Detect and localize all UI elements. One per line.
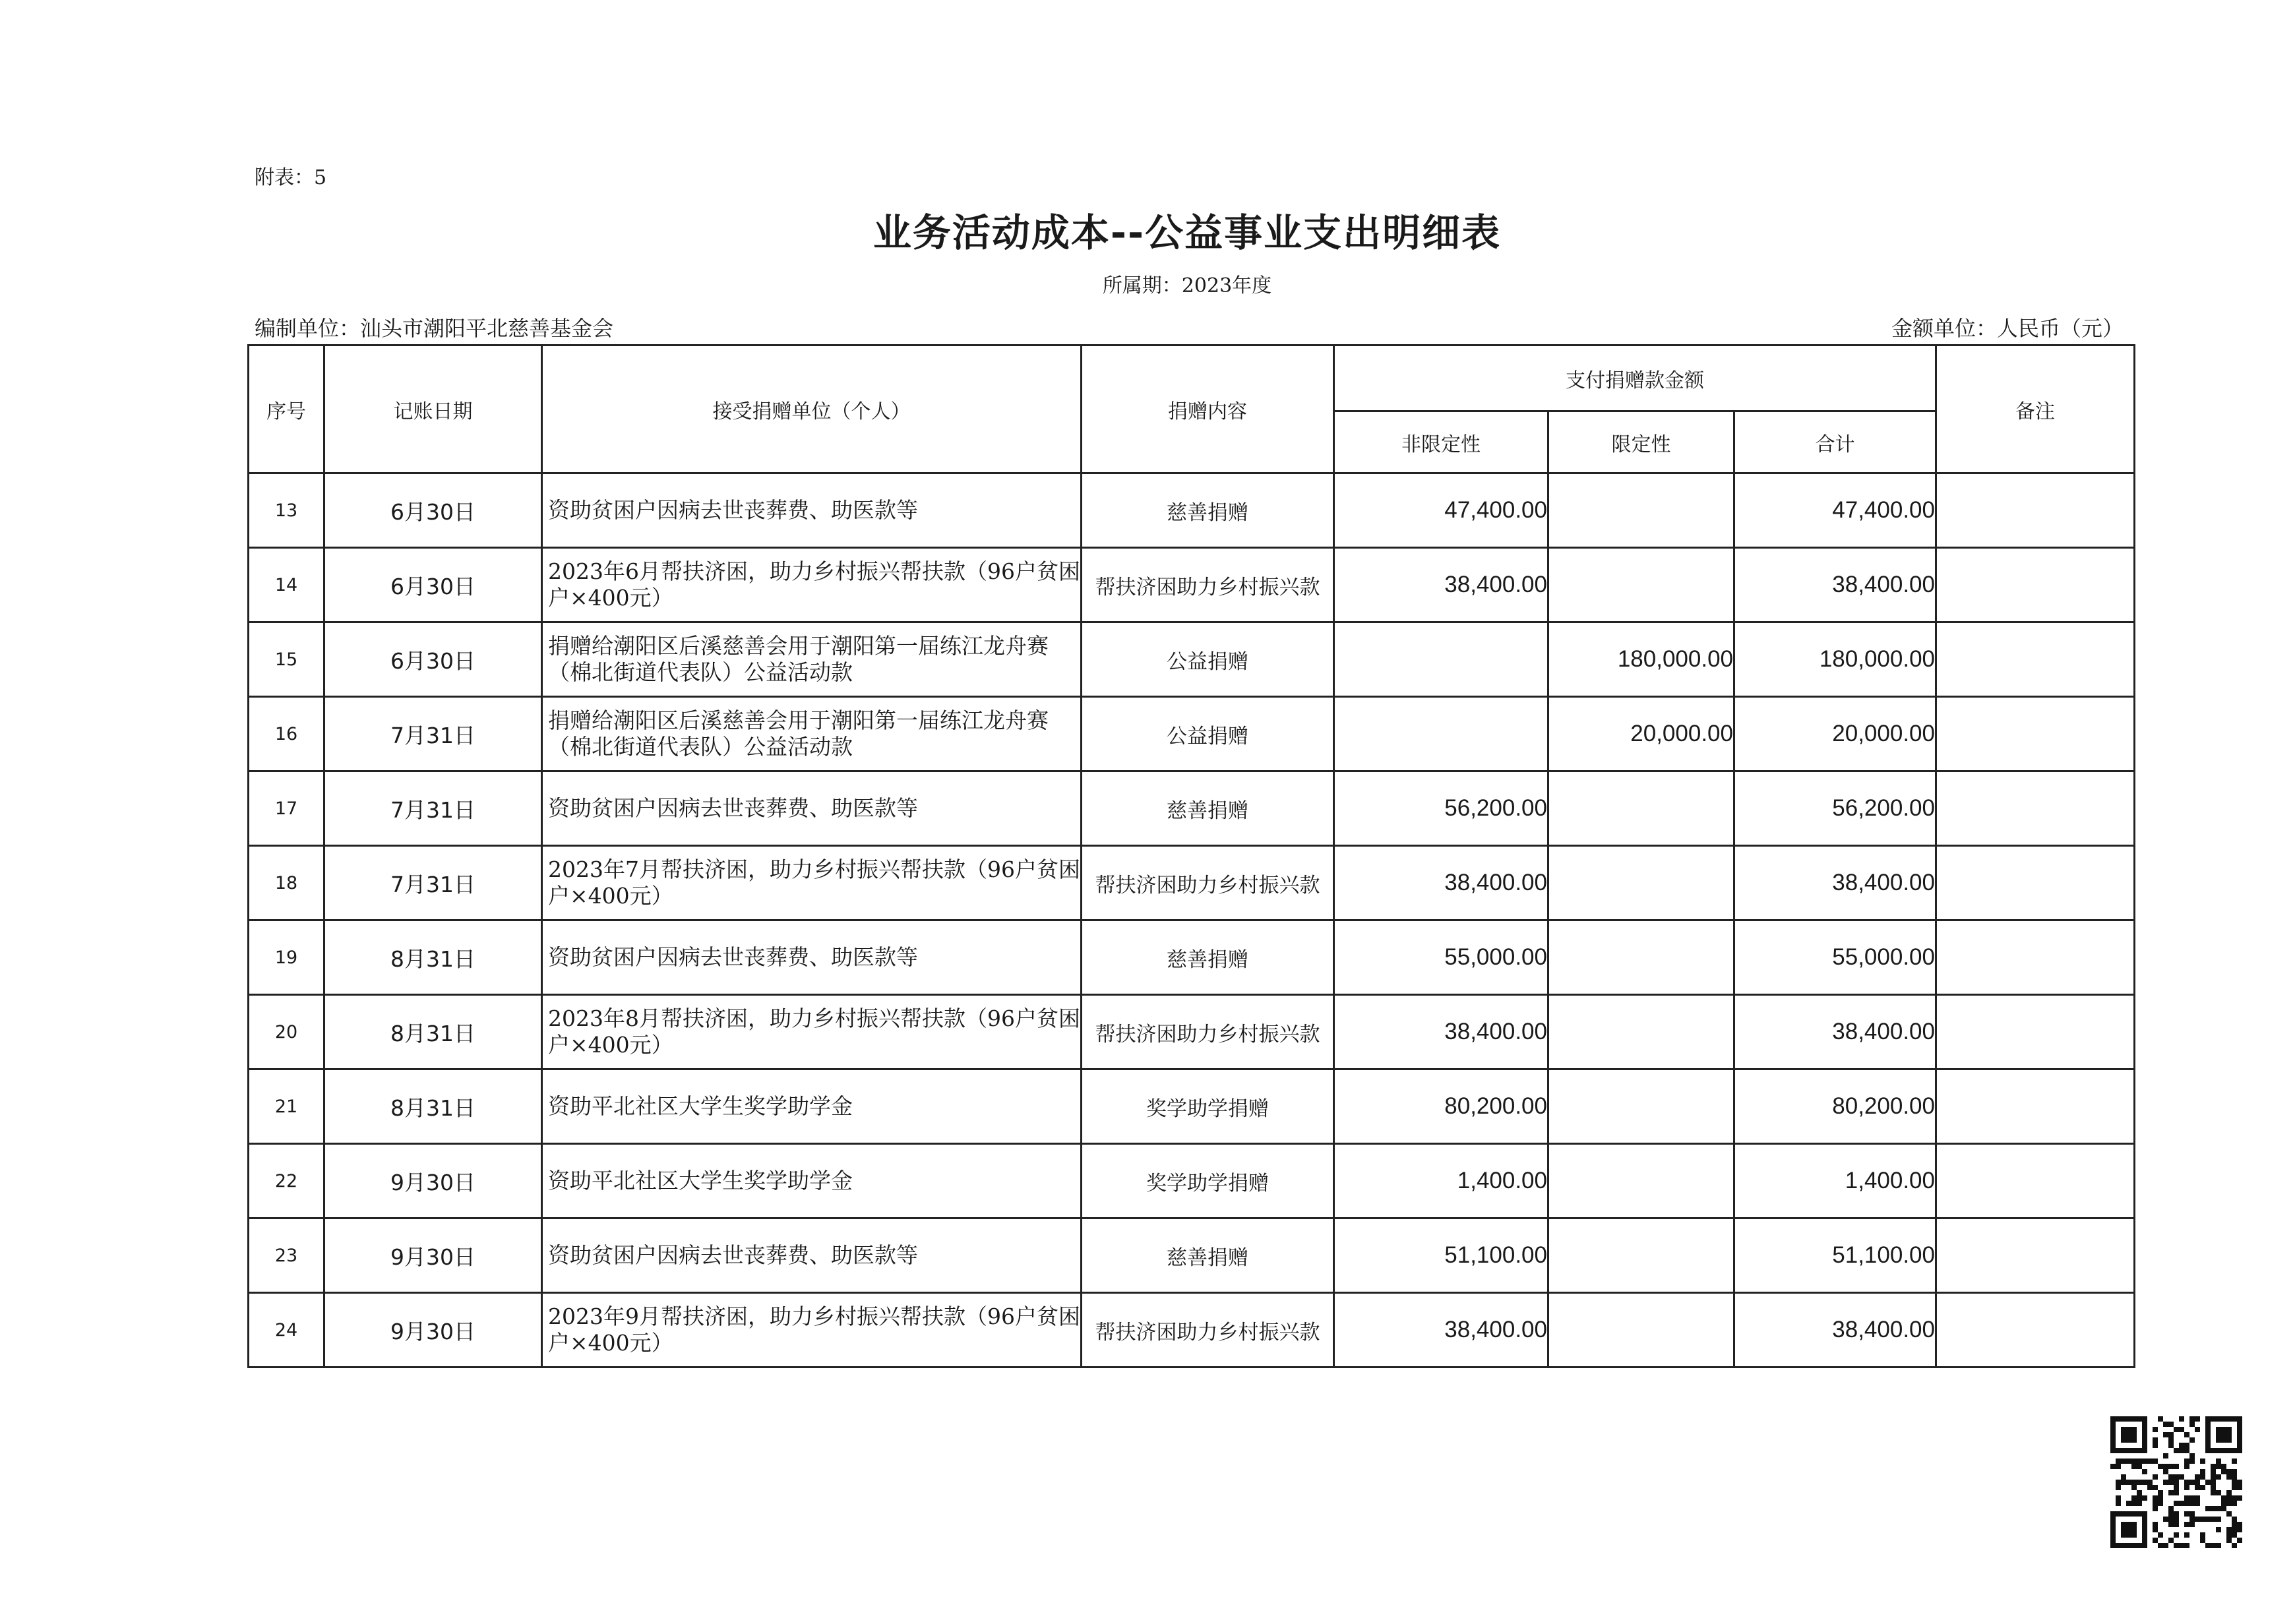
row-total-amount: 1,400.00 bbox=[1734, 1144, 1936, 1218]
row-recipient: 资助平北社区大学生奖学助学金 bbox=[542, 1069, 1082, 1144]
header-no: 序号 bbox=[249, 346, 324, 473]
row-date: 6月30日 bbox=[324, 548, 542, 622]
row-total-amount: 38,400.00 bbox=[1734, 846, 1936, 920]
row-date: 7月31日 bbox=[324, 846, 542, 920]
table-row bbox=[249, 771, 2135, 846]
row-unrestricted-amount bbox=[1334, 697, 1548, 771]
row-total-amount: 51,100.00 bbox=[1734, 1218, 1936, 1293]
row-recipient: 资助贫困户因病去世丧葬费、助医款等 bbox=[542, 1218, 1082, 1293]
row-content: 公益捐赠 bbox=[1082, 697, 1334, 771]
header-note: 备注 bbox=[1936, 346, 2135, 473]
table-row bbox=[249, 846, 2135, 920]
row-number: 20 bbox=[249, 995, 324, 1069]
row-content: 慈善捐赠 bbox=[1082, 920, 1334, 995]
row-date: 6月30日 bbox=[324, 622, 542, 697]
header-amount-group: 支付捐赠款金额 bbox=[1334, 346, 1936, 411]
row-note bbox=[1936, 697, 2135, 771]
row-content: 公益捐赠 bbox=[1082, 622, 1334, 697]
table-row bbox=[249, 1218, 2135, 1293]
row-note bbox=[1936, 1293, 2135, 1368]
row-unrestricted-amount: 38,400.00 bbox=[1334, 846, 1548, 920]
row-restricted-amount bbox=[1548, 1293, 1734, 1368]
row-date: 7月31日 bbox=[324, 697, 542, 771]
row-recipient: 2023年6月帮扶济困，助力乡村振兴帮扶款（96户贫困户×400元） bbox=[542, 548, 1082, 622]
row-recipient: 资助贫困户因病去世丧葬费、助医款等 bbox=[542, 920, 1082, 995]
table-row bbox=[249, 473, 2135, 548]
row-total-amount: 20,000.00 bbox=[1734, 697, 1936, 771]
row-note bbox=[1936, 1144, 2135, 1218]
row-number: 15 bbox=[249, 622, 324, 697]
row-content: 奖学助学捐赠 bbox=[1082, 1069, 1334, 1144]
row-unrestricted-amount: 38,400.00 bbox=[1334, 1293, 1548, 1368]
row-note bbox=[1936, 920, 2135, 995]
row-total-amount: 80,200.00 bbox=[1734, 1069, 1936, 1144]
row-unrestricted-amount: 80,200.00 bbox=[1334, 1069, 1548, 1144]
row-date: 8月31日 bbox=[324, 995, 542, 1069]
row-content: 帮扶济困助力乡村振兴款 bbox=[1082, 548, 1334, 622]
row-total-amount: 55,000.00 bbox=[1734, 920, 1936, 995]
table-row bbox=[249, 995, 2135, 1069]
row-unrestricted-amount: 55,000.00 bbox=[1334, 920, 1548, 995]
expense-detail-table bbox=[247, 344, 2135, 1368]
prepared-by-label: 编制单位：汕头市潮阳平北慈善基金会 bbox=[255, 316, 614, 341]
row-restricted-amount bbox=[1548, 1218, 1734, 1293]
row-content: 帮扶济困助力乡村振兴款 bbox=[1082, 846, 1334, 920]
row-restricted-amount bbox=[1548, 473, 1734, 548]
table-row bbox=[249, 697, 2135, 771]
row-date: 6月30日 bbox=[324, 473, 542, 548]
table-row bbox=[249, 920, 2135, 995]
row-number: 13 bbox=[249, 473, 324, 548]
row-note bbox=[1936, 771, 2135, 846]
row-content: 奖学助学捐赠 bbox=[1082, 1144, 1334, 1218]
row-recipient: 资助贫困户因病去世丧葬费、助医款等 bbox=[542, 473, 1082, 548]
row-recipient: 2023年8月帮扶济困，助力乡村振兴帮扶款（96户贫困户×400元） bbox=[542, 995, 1082, 1069]
row-total-amount: 180,000.00 bbox=[1734, 622, 1936, 697]
row-content: 慈善捐赠 bbox=[1082, 771, 1334, 846]
row-restricted-amount: 180,000.00 bbox=[1548, 622, 1734, 697]
row-note bbox=[1936, 622, 2135, 697]
row-number: 18 bbox=[249, 846, 324, 920]
row-recipient: 2023年9月帮扶济困，助力乡村振兴帮扶款（96户贫困户×400元） bbox=[542, 1293, 1082, 1368]
row-total-amount: 38,400.00 bbox=[1734, 548, 1936, 622]
row-content: 慈善捐赠 bbox=[1082, 473, 1334, 548]
row-restricted-amount bbox=[1548, 548, 1734, 622]
row-content: 帮扶济困助力乡村振兴款 bbox=[1082, 995, 1334, 1069]
row-total-amount: 47,400.00 bbox=[1734, 473, 1936, 548]
header-total: 合计 bbox=[1734, 411, 1936, 473]
row-number: 14 bbox=[249, 548, 324, 622]
row-recipient: 捐赠给潮阳区后溪慈善会用于潮阳第一届练江龙舟赛（棉北街道代表队）公益活动款 bbox=[542, 697, 1082, 771]
row-restricted-amount bbox=[1548, 920, 1734, 995]
header-recipient: 接受捐赠单位（个人） bbox=[542, 346, 1082, 473]
row-recipient: 资助平北社区大学生奖学助学金 bbox=[542, 1144, 1082, 1218]
row-restricted-amount bbox=[1548, 1069, 1734, 1144]
row-unrestricted-amount: 56,200.00 bbox=[1334, 771, 1548, 846]
header-restricted: 限定性 bbox=[1548, 411, 1734, 473]
row-number: 21 bbox=[249, 1069, 324, 1144]
row-restricted-amount bbox=[1548, 1144, 1734, 1218]
row-date: 8月31日 bbox=[324, 920, 542, 995]
table-row bbox=[249, 548, 2135, 622]
row-recipient: 捐赠给潮阳区后溪慈善会用于潮阳第一届练江龙舟赛（棉北街道代表队）公益活动款 bbox=[542, 622, 1082, 697]
row-unrestricted-amount: 38,400.00 bbox=[1334, 548, 1548, 622]
row-note bbox=[1936, 1069, 2135, 1144]
page-title: 业务活动成本--公益事业支出明细表 bbox=[872, 210, 1502, 255]
table-row bbox=[249, 1069, 2135, 1144]
row-recipient: 2023年7月帮扶济困，助力乡村振兴帮扶款（96户贫困户×400元） bbox=[542, 846, 1082, 920]
row-number: 16 bbox=[249, 697, 324, 771]
row-note bbox=[1936, 846, 2135, 920]
row-date: 7月31日 bbox=[324, 771, 542, 846]
row-note bbox=[1936, 1218, 2135, 1293]
header-content: 捐赠内容 bbox=[1082, 346, 1334, 473]
row-date: 9月30日 bbox=[324, 1218, 542, 1293]
table-body bbox=[249, 473, 2135, 1368]
row-unrestricted-amount: 47,400.00 bbox=[1334, 473, 1548, 548]
row-note bbox=[1936, 473, 2135, 548]
row-unrestricted-amount: 1,400.00 bbox=[1334, 1144, 1548, 1218]
row-note bbox=[1936, 548, 2135, 622]
row-content: 慈善捐赠 bbox=[1082, 1218, 1334, 1293]
period-label: 所属期：2023年度 bbox=[1102, 274, 1272, 297]
row-number: 24 bbox=[249, 1293, 324, 1368]
row-unrestricted-amount: 38,400.00 bbox=[1334, 995, 1548, 1069]
currency-unit-label: 金额单位：人民币（元） bbox=[1891, 316, 2124, 341]
table-row bbox=[249, 1144, 2135, 1218]
row-number: 23 bbox=[249, 1218, 324, 1293]
row-restricted-amount bbox=[1548, 771, 1734, 846]
row-recipient: 资助贫困户因病去世丧葬费、助医款等 bbox=[542, 771, 1082, 846]
row-number: 22 bbox=[249, 1144, 324, 1218]
row-restricted-amount: 20,000.00 bbox=[1548, 697, 1734, 771]
row-total-amount: 38,400.00 bbox=[1734, 1293, 1936, 1368]
row-restricted-amount bbox=[1548, 846, 1734, 920]
row-total-amount: 38,400.00 bbox=[1734, 995, 1936, 1069]
row-date: 9月30日 bbox=[324, 1293, 542, 1368]
row-restricted-amount bbox=[1548, 995, 1734, 1069]
table-row bbox=[249, 622, 2135, 697]
table-row bbox=[249, 1293, 2135, 1368]
header-date: 记账日期 bbox=[324, 346, 542, 473]
row-total-amount: 56,200.00 bbox=[1734, 771, 1936, 846]
qr-code-icon bbox=[2110, 1416, 2242, 1548]
header-unrestricted: 非限定性 bbox=[1334, 411, 1548, 473]
row-unrestricted-amount: 51,100.00 bbox=[1334, 1218, 1548, 1293]
row-number: 17 bbox=[249, 771, 324, 846]
row-date: 8月31日 bbox=[324, 1069, 542, 1144]
row-unrestricted-amount bbox=[1334, 622, 1548, 697]
row-note bbox=[1936, 995, 2135, 1069]
attachment-label: 附表：5 bbox=[255, 166, 327, 189]
row-number: 19 bbox=[249, 920, 324, 995]
row-content: 帮扶济困助力乡村振兴款 bbox=[1082, 1293, 1334, 1368]
row-date: 9月30日 bbox=[324, 1144, 542, 1218]
